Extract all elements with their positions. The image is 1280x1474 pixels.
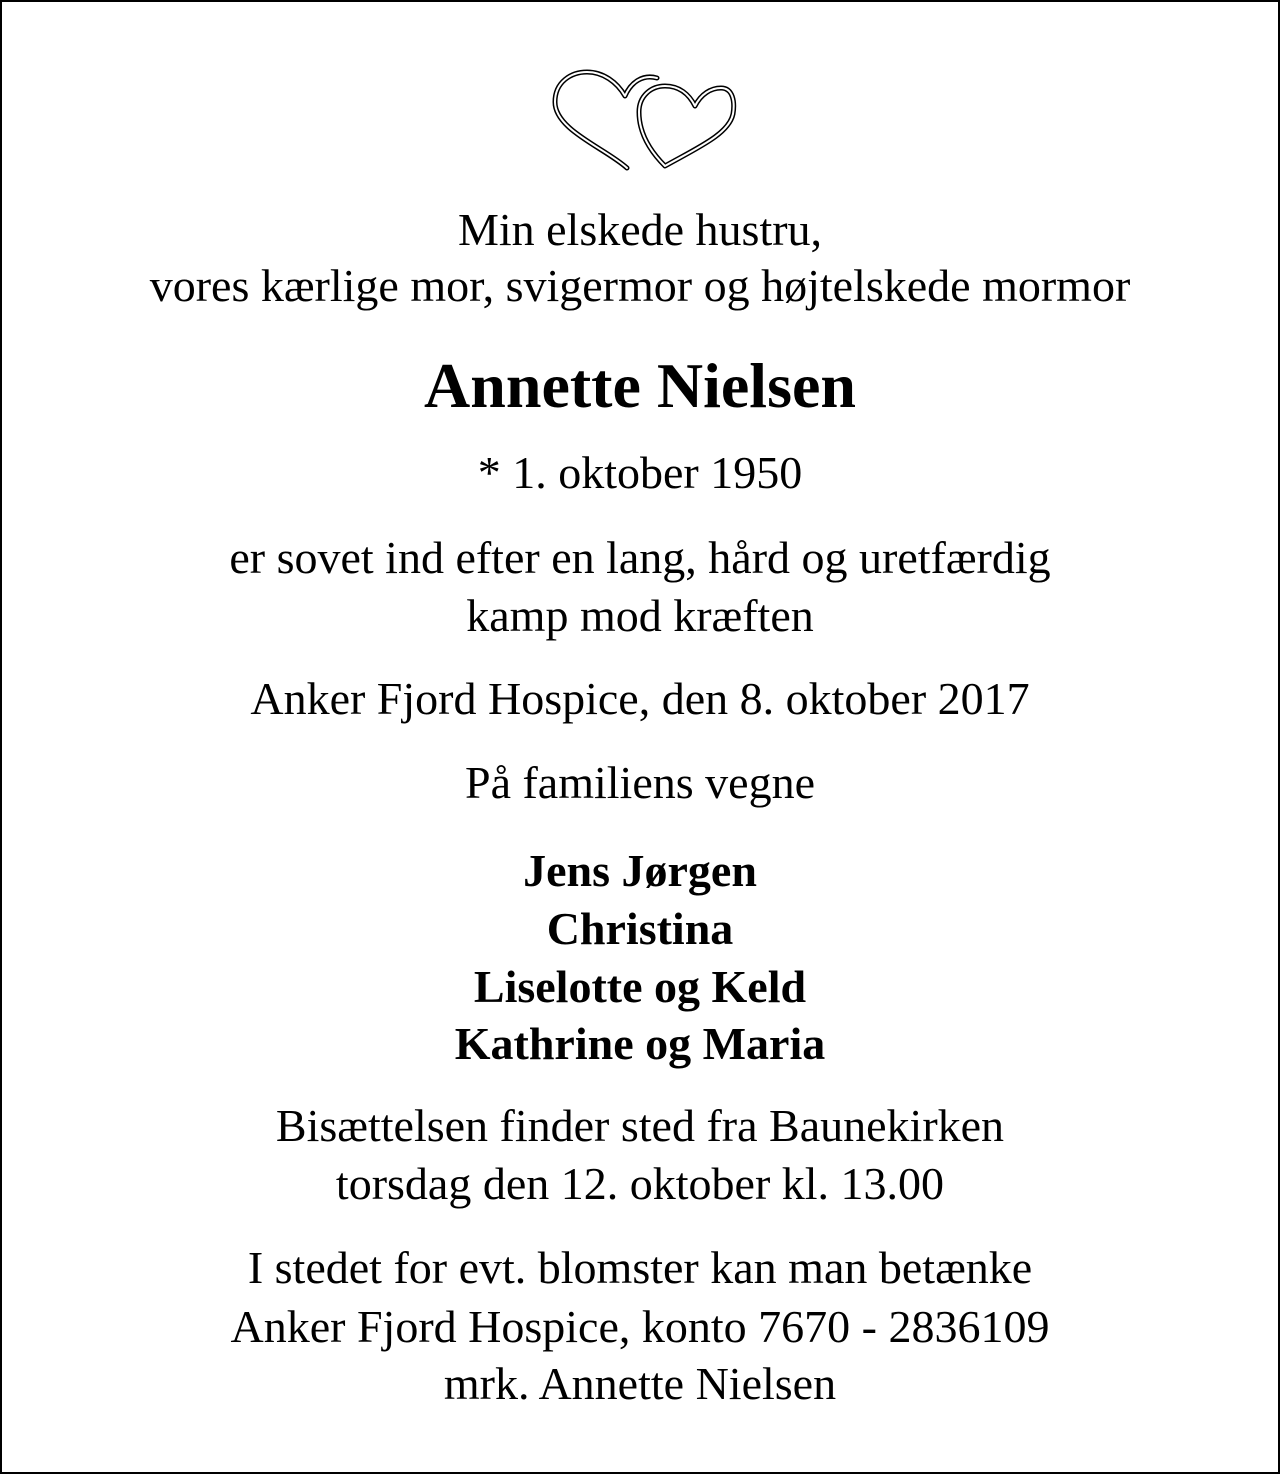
family-member: Jens Jørgen bbox=[523, 845, 757, 896]
family-member: Christina bbox=[546, 903, 734, 954]
donation-line-1: I stedet for evt. blomster kan man betænke bbox=[247, 1242, 1033, 1293]
donation-line-3: mrk. Annette Nielsen bbox=[443, 1358, 837, 1409]
funeral-line-1: Bisættelsen finder sted fra Baunekirken bbox=[275, 1100, 1005, 1151]
on-behalf: På familiens vegne bbox=[464, 757, 815, 808]
family-member: Liselotte og Keld bbox=[473, 961, 807, 1012]
passing-line-1: er sovet ind efter en lang, hård og uretfærdig bbox=[229, 532, 1051, 583]
place-date: Anker Fjord Hospice, den 8. oktober 2017 bbox=[250, 673, 1030, 724]
family-member: Kathrine og Maria bbox=[454, 1018, 826, 1069]
intro-line-1: Min elskede hustru, bbox=[457, 204, 823, 255]
passing-line-2: kamp mod kræften bbox=[466, 590, 814, 641]
intro-line-2: vores kærlige mor, svigermor og højtelskede mormor bbox=[149, 260, 1131, 311]
two-hearts-icon bbox=[547, 64, 739, 172]
deceased-name: Annette Nielsen bbox=[424, 350, 856, 421]
donation-line-2: Anker Fjord Hospice, konto 7670 - 2836109 bbox=[230, 1301, 1050, 1352]
birth-date: * 1. oktober 1950 bbox=[477, 447, 803, 498]
funeral-line-2: torsdag den 12. oktober kl. 13.00 bbox=[335, 1158, 945, 1209]
